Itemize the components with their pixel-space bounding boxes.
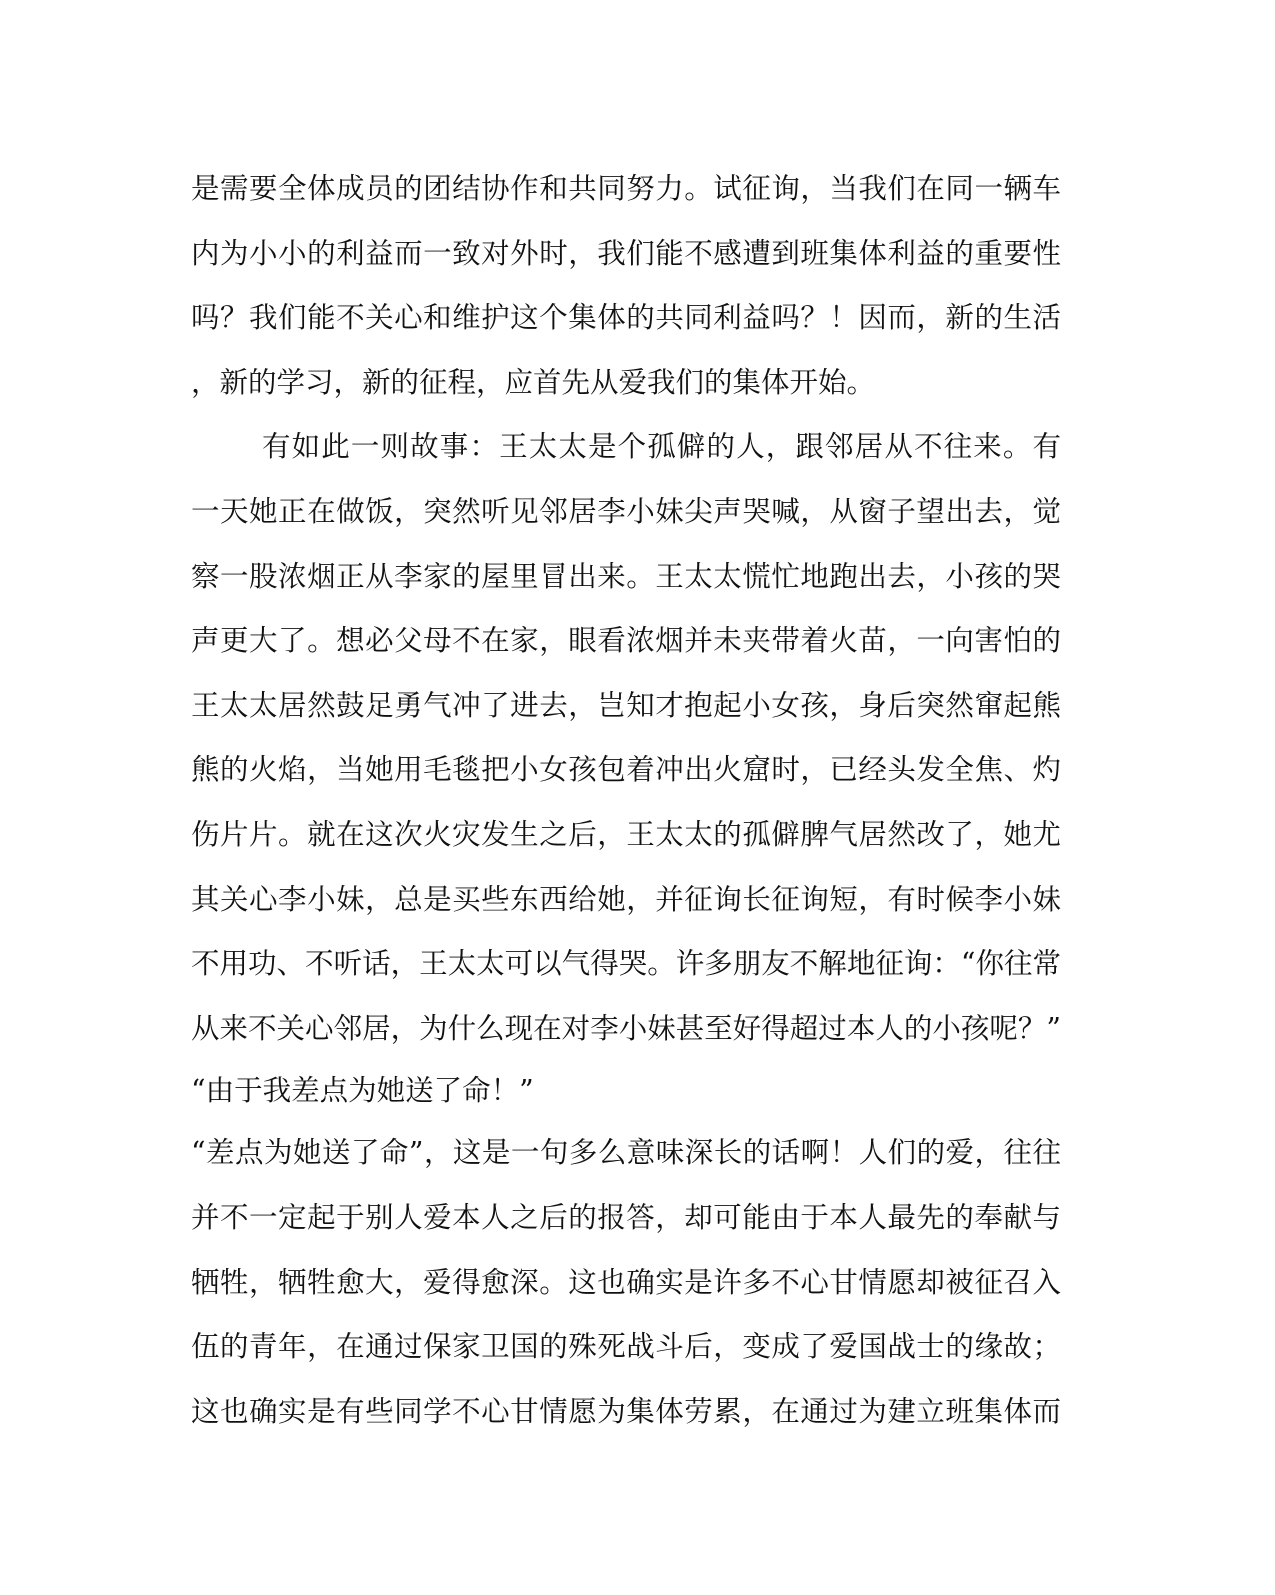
text-line: 伤片片。就在这次火灾发生之后，王太太的孤僻脾气居然改了，她尤 (191, 817, 1061, 851)
text-line: 吗？我们能不关心和维护这个集体的共同利益吗？！因而，新的生活 (191, 301, 1061, 335)
text-line: 伍的青年，在通过保家卫国的殊死战斗后，变成了爱国战士的缘故； (191, 1330, 1061, 1364)
text-line: 这也确实是有些同学不心甘情愿为集体劳累，在通过为建立班集体而 (191, 1394, 1061, 1428)
text-line: 熊的火焰，当她用毛毯把小女孩包着冲出火窟时，已经头发全焦、灼 (191, 753, 1061, 787)
quote-line: “由于我差点为她送了命！” (191, 1074, 534, 1108)
text-line: “差点为她送了命”，这是一句多么意味深长的话啊！人们的爱，往往 (191, 1136, 1061, 1170)
text-line: 王太太居然鼓足勇气冲了进去，岂知才抱起小女孩，身后突然窜起熊 (191, 688, 1061, 722)
text-line: 不用功、不听话，王太太可以气得哭。许多朋友不解地征询：“你往常 (191, 947, 1061, 981)
text-line: 牺牲，牺牲愈大，爱得愈深。这也确实是许多不心甘情愿却被征召入 (191, 1265, 1061, 1299)
text-line: 并不一定起于别人爱本人之后的报答，却可能由于本人最先的奉献与 (191, 1200, 1061, 1234)
text-line: ，新的学习，新的征程，应首先从爱我们的集体开始。 (191, 365, 876, 399)
text-line: 内为小小的利益而一致对外时，我们能不感遭到班集体利益的重要性 (191, 236, 1061, 270)
text-line: 声更大了。想必父母不在家，眼看浓烟并未夹带着火苗，一向害怕的 (191, 624, 1061, 658)
text-line: 一天她正在做饭，突然听见邻居李小妹尖声哭喊，从窗子望出去，觉 (191, 494, 1061, 528)
text-line: 是需要全体成员的团结协作和共同努力。试征询，当我们在同一辆车 (191, 172, 1061, 205)
paragraph-first-line: 有如此一则故事：王太太是个孤僻的人，跟邻居从不往来。有 (262, 430, 1061, 464)
body-text (191, 157, 1061, 1444)
text-line: 察一股浓烟正从李家的屋里冒出来。王太太慌忙地跑出去，小孩的哭 (191, 559, 1061, 593)
text-line: 其关心李小妹，总是买些东西给她，并征询长征询短，有时候李小妹 (191, 882, 1061, 916)
text-line: 从来不关心邻居，为什么现在对李小妹甚至好得超过本人的小孩呢？” (191, 1011, 1061, 1045)
